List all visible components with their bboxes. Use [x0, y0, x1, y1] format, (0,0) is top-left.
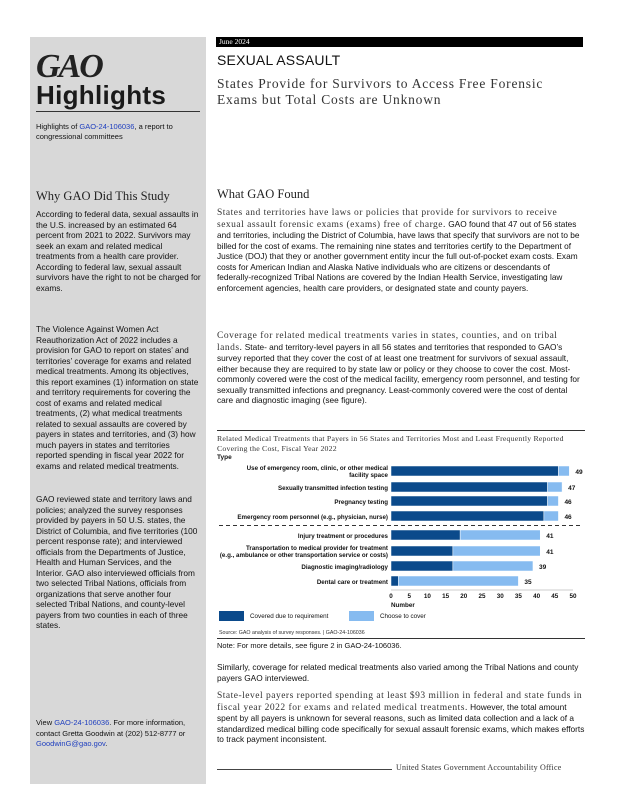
- date-bar: June 2024: [216, 37, 583, 47]
- chart-x-tick-label: 25: [478, 593, 486, 600]
- chart-bar-required: [391, 496, 548, 506]
- paragraph-1-body: GAO found that 47 out of 56 states and territories, including the District of Columbia, have laws that specify that survivors are not to be billed for the cost of exams. The remaining nine states and territories certify to the Department of Justice (DOJ) that they or another government entity incur the full out-of-pocket exam costs. Exam costs for American Indian and Alaska Native individuals who are citizens or descendants of federally-recognized Tribal Nations are covered by the Indian Health Service, investigating law enforcement agencies, health care providers, or designated state and county payers.: [217, 218, 580, 293]
- report-link[interactable]: GAO-24-106036: [79, 122, 135, 131]
- highlights-of-text: [36, 122, 201, 142]
- paragraph-4-lead: State-level payers reported spending at least $93 million in federal and state funds in fiscal year 2022 for exams and related medical treatments.: [217, 691, 583, 713]
- figure-title: Related Medical Treatments that Payers in 56 States and Territories Most and Least Frequently Reported Covering the Cost, Fiscal Year 2022: [217, 434, 564, 453]
- chart-x-tick-label: 20: [460, 593, 468, 600]
- chart-bar-choose: [558, 466, 569, 476]
- chart-bar-choose: [548, 482, 563, 492]
- chart-total-label: 41: [546, 549, 554, 556]
- chart-category-label: Pregnancy testing: [334, 499, 388, 506]
- report-title: States Provide for Survivors to Access Free Forensic Exams but Total Costs are Unknown: [217, 76, 544, 107]
- figure-top-rule: [217, 430, 585, 431]
- chart-x-tick-label: 15: [442, 593, 450, 600]
- chart-bar-required: [391, 576, 398, 586]
- chart-bar-choose: [453, 546, 540, 556]
- chart-x-tick-label: 10: [423, 593, 431, 600]
- chart-total-label: 46: [564, 514, 572, 521]
- chart-bar-required: [391, 466, 558, 476]
- found-paragraph-4: [217, 690, 585, 745]
- chart-category-label: Emergency room personnel (e.g., physician, nurse): [237, 514, 388, 521]
- chart-category-label: Dental care or treatment: [316, 579, 388, 586]
- chart-category-label: Diagnostic imaging/radiology: [301, 564, 388, 571]
- found-paragraph-3: Similarly, coverage for related medical treatments also varied among the Tribal Nations and county payers GAO interviewed.: [217, 662, 579, 683]
- highlights-of-prefix: Highlights of: [36, 122, 80, 131]
- legend-swatch-choose: [349, 611, 374, 621]
- footer-rule: [217, 769, 392, 770]
- legend-label-required: Covered due to requirement: [250, 613, 329, 620]
- chart-y-axis-label: Type: [217, 454, 232, 461]
- footer-org: United States Government Accountability Office: [396, 763, 562, 772]
- chart-bar-required: [391, 561, 453, 571]
- footer-end: .: [105, 739, 108, 748]
- why-paragraph-3: GAO reviewed state and territory laws and policies; analyzed the survey responses provided by payers in 50 U.S. states, the District of Columbia, and five territories (100 percent response rate); and interviewed officials from the Departments of Justice, Health and Human Services, and the Interior. GAO also interviewed officials from two selected Tribal Nations, officials from organizations that serve another four selected Tribal Nations, and county-level payers from two counties in each of three states.: [36, 494, 198, 630]
- chart-bar-choose: [460, 530, 540, 540]
- chart-total-label: 39: [538, 564, 547, 571]
- legend-label-choose: Choose to cover: [380, 613, 426, 620]
- paragraph-2-body: State- and territory-level payers in all 56 states and territories that responded to GAO’s survey reported that they cover the cost of at least one treatment for survivors of sexual assault, either because they are required to by state law or policy or they choose to cover the cost. Most-commonly covered were the cost of the medical facility, emergency room personnel, and testing for sexually transmitted infections and pregnancy. Least-commonly covered were the cost of dental care and diagnostic imaging (see figure).: [217, 341, 580, 405]
- chart-bar-required: [391, 546, 453, 556]
- footer-report-link[interactable]: GAO-24-106036: [54, 718, 110, 727]
- chart-x-tick-label: 40: [533, 593, 541, 600]
- chart-category-label: Use of emergency room, clinic, or other medical: [246, 465, 388, 472]
- topic-heading: SEXUAL ASSAULT: [217, 52, 341, 68]
- sidebar-footer: [36, 718, 201, 750]
- found-paragraph-1: [217, 207, 585, 293]
- chart-bar-required: [391, 482, 548, 492]
- chart-x-tick-label: 35: [514, 593, 522, 600]
- chart-x-tick-label: 30: [496, 593, 504, 600]
- chart-source: Source: GAO analysis of survey responses. | GAO-24-106036: [219, 630, 365, 636]
- figure-note: Note: For more details, see figure 2 in GAO-24-106036.: [217, 641, 402, 650]
- chart-category-label: Injury treatment or procedures: [297, 533, 388, 540]
- chart-x-axis-label: Number: [391, 602, 415, 609]
- found-heading: What GAO Found: [217, 187, 310, 201]
- chart-x-tick-label: 50: [569, 593, 577, 600]
- footer-contact-text: . For more information, contact Gretta Goodwin at (202) 512-8777 or: [36, 718, 186, 738]
- legend-swatch-required: [219, 611, 244, 621]
- chart-category-label: Sexually transmitted infection testing: [277, 485, 388, 492]
- chart-bar-required: [391, 511, 544, 521]
- gao-logo: GAO: [36, 48, 102, 85]
- chart-bar-choose: [398, 576, 518, 586]
- paragraph-1-lead: States and territories have laws or policies that provide for survivors to receive sexual assault forensic exams (exams) free of charge.: [217, 208, 558, 230]
- found-paragraph-2: [217, 330, 585, 406]
- highlights-divider: [36, 111, 200, 112]
- chart-x-tick-label: 0: [389, 593, 393, 600]
- chart-x-tick-label: 45: [551, 593, 559, 600]
- paragraph-2-lead: Coverage for related medical treatments varies in states, counties, and on tribal lands.: [217, 331, 558, 353]
- highlights-of-suffix: , a report to congressional committees: [36, 122, 173, 141]
- why-paragraph-2: The Violence Against Women Act Reauthorization Act of 2022 includes a provision for GAO to report on states’ and territories’ coverage for exams and related medical treatments. Among its objectives, this report examines (1) information on state and territory requirements for covering the cost of exams and related medical treatments, (2) what medical treatments related to sexual assaults are covered by payers in states and territories, and (3) how much payers in states and territories reported spending in fiscal year 2022 for exams and related medical treatments.: [36, 324, 199, 471]
- highlights-title: Highlights: [36, 80, 167, 110]
- chart-bar-choose: [544, 511, 559, 521]
- chart-bar-choose: [453, 561, 533, 571]
- figure-bottom-rule: [217, 638, 585, 639]
- chart-category-label-line-2: facility space: [349, 472, 388, 479]
- chart-svg: [217, 434, 585, 644]
- chart-total-label: 35: [524, 579, 532, 586]
- chart-bar-choose: [548, 496, 559, 506]
- paragraph-4-body: However, the total amount spent by all payers is unknown for several reasons, such as limited data collection and a lack of a standardized medical billing code specifically for sexual assault forensic exams, which makes efforts to track payment inconsistent.: [217, 701, 585, 744]
- chart-category-label-line-2: (e.g., ambulance or other transportation service or costs): [219, 552, 388, 559]
- chart-bar-required: [391, 530, 460, 540]
- chart-total-label: 46: [564, 499, 572, 506]
- chart-total-label: 41: [546, 533, 554, 540]
- why-paragraph-1: According to federal data, sexual assaults in the U.S. increased by an estimated 64 percent from 2021 to 2022. Survivors may seek an exam and related medical treatments from a health care provider. According to federal law, sexual assault survivors have the right to not be charged for exams.: [36, 209, 201, 293]
- chart-category-label: Transportation to medical provider for treatment: [246, 545, 388, 552]
- chart-total-label: 47: [568, 485, 576, 492]
- chart-x-tick-label: 5: [407, 593, 411, 600]
- footer-prefix: View: [36, 718, 55, 727]
- footer-email-link[interactable]: GoodwinG@gao.gov: [36, 739, 106, 748]
- treatments-chart: [217, 434, 585, 644]
- chart-total-label: 49: [575, 469, 583, 476]
- why-heading: Why GAO Did This Study: [36, 189, 170, 203]
